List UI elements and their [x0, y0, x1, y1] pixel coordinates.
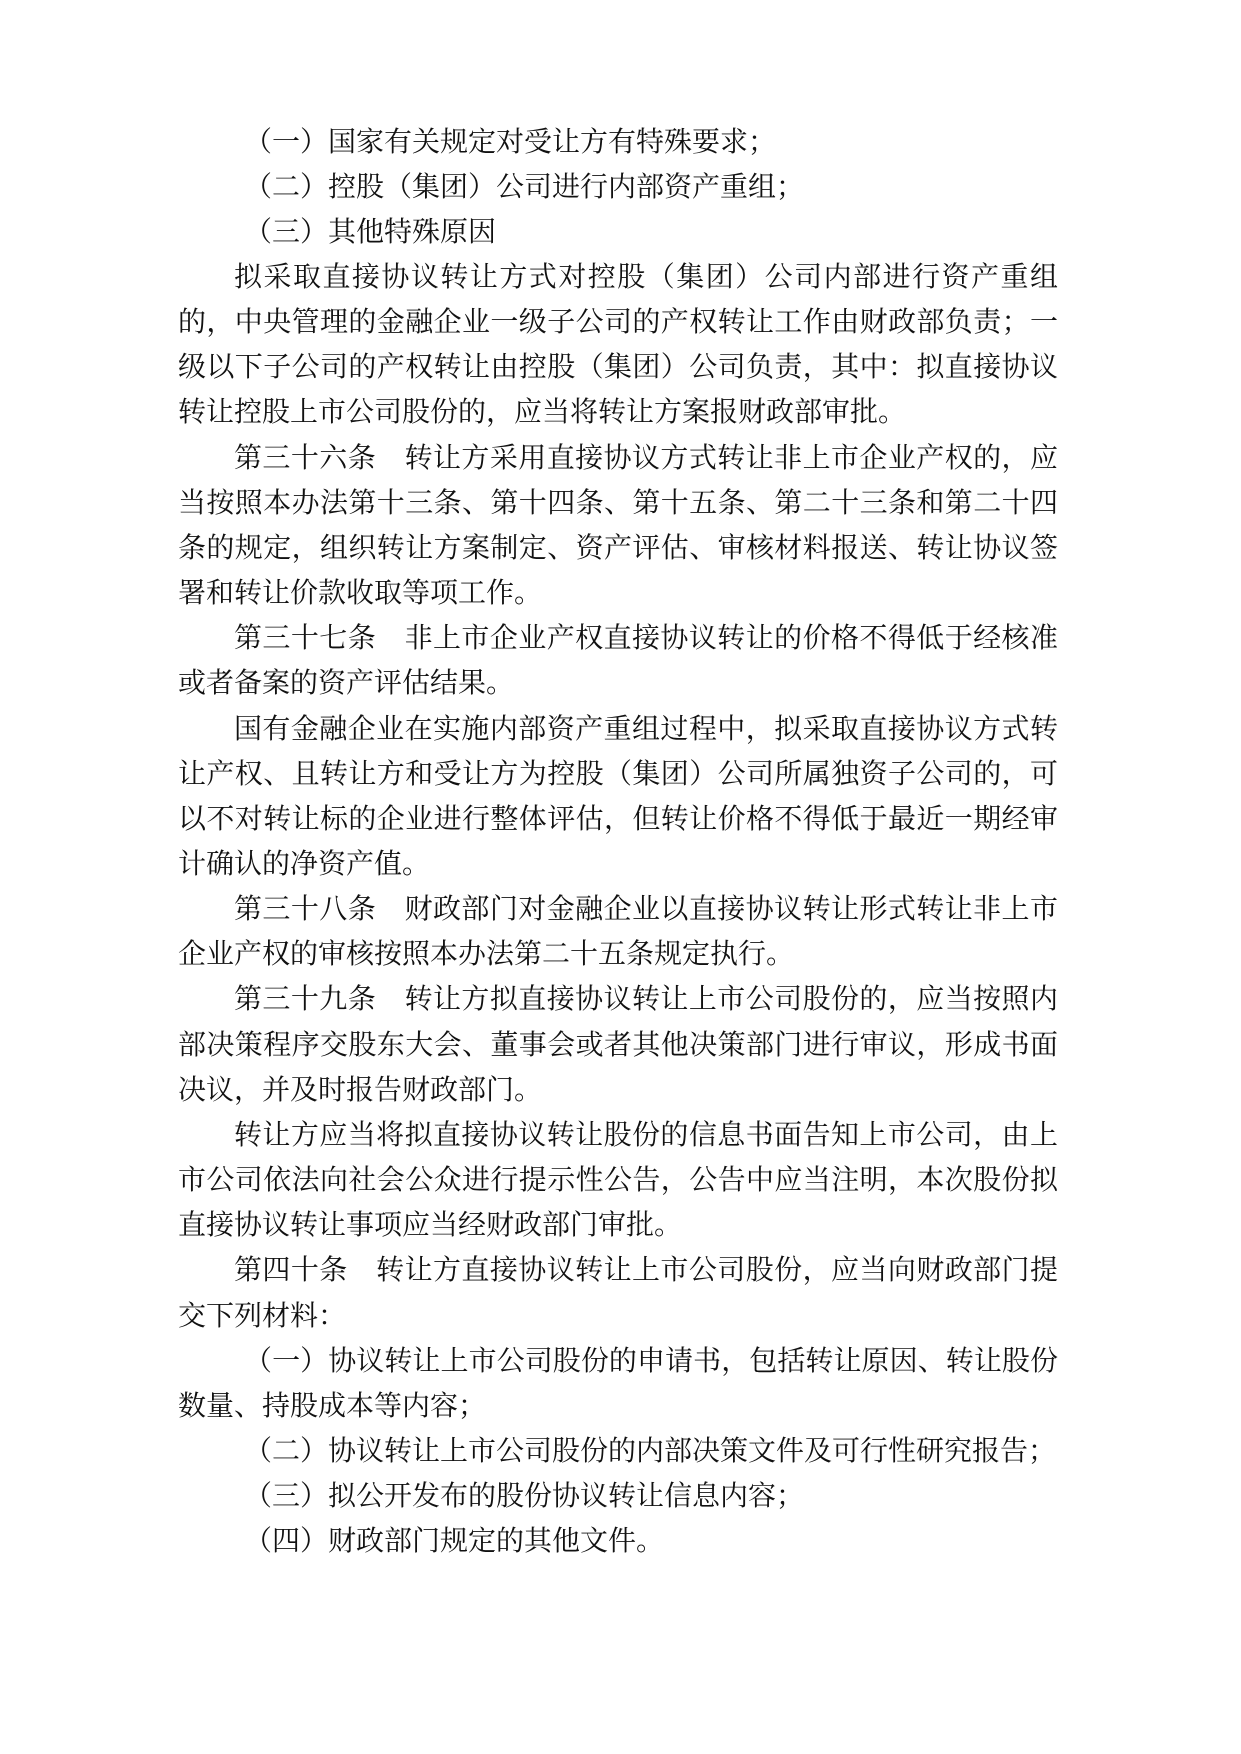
list-item: （二）控股（集团）公司进行内部资产重组；: [244, 169, 805, 203]
body-paragraph: 拟采取直接协议转让方式对控股（集团）公司内部进行资产重组的，中央管理的金融企业一级子公司的产权转让工作由财政部负责；一级以下子公司的产权转让由控股（集团）公司负责，其中：拟直接协议转让控股上市公司股份的，应当将转让方案报财政部审批。: [178, 259, 1058, 429]
list-item: （二）协议转让上市公司股份的内部决策文件及可行性研究报告；: [244, 1434, 1057, 1468]
document-body: [178, 119, 1058, 1564]
article-paragraph: 第三十六条 转让方采用直接协议方式转让非上市企业产权的，应当按照本办法第十三条、第十四条、第十五条、第二十三条和第二十四条的规定，组织转让方案制定、资产评估、审核材料报送、转让协议签署和转让价款收取等项工作。: [178, 440, 1058, 610]
body-paragraph: 国有金融企业在实施内部资产重组过程中，拟采取直接协议方式转让产权、且转让方和受让方为控股（集团）公司所属独资子公司的，可以不对转让标的企业进行整体评估，但转让价格不得低于最近一期经审计确认的净资产值。: [178, 711, 1058, 880]
list-item: （三）其他特殊原因: [244, 214, 497, 248]
list-item: （四）财政部门规定的其他文件。: [244, 1524, 665, 1558]
body-paragraph: 转让方应当将拟直接协议转让股份的信息书面告知上市公司，由上市公司依法向社会公众进行提示性公告，公告中应当注明，本次股份拟直接协议转让事项应当经财政部门审批。: [178, 1117, 1058, 1242]
list-item: （一）协议转让上市公司股份的申请书，包括转让原因、转让股份数量、持股成本等内容；: [178, 1343, 1058, 1422]
list-item: （一）国家有关规定对受让方有特殊要求；: [244, 124, 777, 158]
article-paragraph: 第四十条 转让方直接协议转让上市公司股份，应当向财政部门提交下列材料：: [178, 1253, 1058, 1332]
article-paragraph: 第三十七条 非上市企业产权直接协议转让的价格不得低于经核准或者备案的资产评估结果。: [178, 621, 1058, 700]
article-paragraph: 第三十八条 财政部门对金融企业以直接协议转让形式转让非上市企业产权的审核按照本办法第二十五条规定执行。: [178, 892, 1058, 971]
article-paragraph: 第三十九条 转让方拟直接协议转让上市公司股份的，应当按照内部决策程序交股东大会、董事会或者其他决策部门进行审议，形成书面决议，并及时报告财政部门。: [178, 982, 1058, 1106]
list-item: （三）拟公开发布的股份协议转让信息内容；: [244, 1479, 805, 1513]
